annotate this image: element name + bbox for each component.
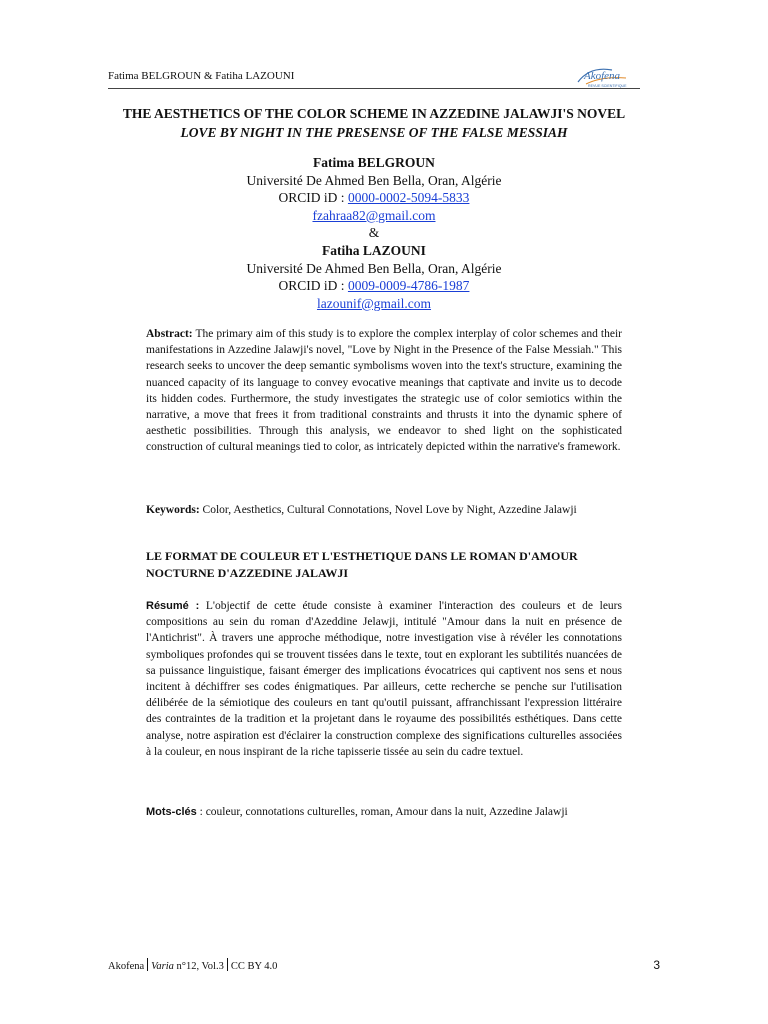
author-orcid bbox=[108, 189, 640, 207]
page-footer bbox=[108, 958, 660, 972]
author-name: Fatima BELGROUN bbox=[313, 155, 435, 170]
mots-cles-label: Mots-clés bbox=[146, 806, 197, 818]
journal-logo bbox=[572, 62, 632, 90]
orcid-link[interactable]: 0009-0009-4786-1987 bbox=[347, 278, 470, 294]
author-email bbox=[108, 295, 640, 313]
paper-title bbox=[108, 104, 640, 142]
footer-journal: Akofena bbox=[108, 961, 145, 972]
mots-cles bbox=[146, 804, 622, 820]
author-name: Fatiha LAZOUNI bbox=[322, 242, 426, 258]
email-link[interactable]: lazounif@gmail.com bbox=[316, 295, 432, 311]
author-affiliation: Université De Ahmed Ben Bella, Oran, Algérie bbox=[246, 260, 502, 276]
header-divider bbox=[108, 88, 640, 89]
paper-title-line2: LOVE BY NIGHT IN THE PRESENSE OF THE FALSE MESSIAH bbox=[180, 125, 568, 140]
footer-issue: n°12, Vol.3 bbox=[173, 961, 224, 972]
author-orcid bbox=[108, 277, 640, 295]
abstract bbox=[146, 326, 622, 456]
french-title: LE FORMAT DE COULEUR ET L'ESTHETIQUE DANS LE ROMAN D'AMOUR NOCTURNE D'AZZEDINE JALAWJI bbox=[146, 549, 578, 580]
mots-cles-text: : couleur, connotations culturelles, roman, Amour dans la nuit, Azzedine Jalawji bbox=[196, 806, 568, 818]
resume-text: L'objectif de cette étude consiste à examiner l'interaction des couleurs et de leurs compositions au sein du roman d'Azeddine Jelawji, intitulé "Amour dans la nuit en présence de l'Antichrist". À travers une approche méthodique, notre investigation vise à révéler les connotations symboliques profondes qui se trouvent tissées dans le texte, tout en explorant les subtilités nuancées de sa puissance linguistique, faisant émerger des implications évocatrices qui captivent nos sens et nous incitent à déchiffrer ses codes énigmatiques. Par ailleurs, cette recherche se penche sur l'utilisation délibérée de la sémiotique des couleurs en tant qu'outil puissant, affranchissant l'expression littéraire des contraintes de la tradition et la projetant dans le royaume des possibilités esthétiques. Dans cette analyse, notre aspiration est d'éclairer la construction complexe des significations culturelles associées à la couleur, en nous inspirant de la riche tapisserie tissée au sein du cadre textuel. bbox=[146, 600, 622, 758]
resume-label: Résumé : bbox=[146, 600, 200, 612]
author-block bbox=[108, 154, 640, 312]
orcid-label: ORCID iD : bbox=[278, 278, 348, 294]
keywords-text: Color, Aesthetics, Cultural Connotations, Novel Love by Night, Azzedine Jalawji bbox=[199, 504, 577, 516]
abstract-label: Abstract: bbox=[146, 328, 193, 340]
orcid-link[interactable]: 0000-0002-5094-5833 bbox=[347, 190, 470, 206]
author-affiliation: Université De Ahmed Ben Bella, Oran, Algérie bbox=[246, 172, 502, 188]
footer-issue-italic: Varia bbox=[151, 961, 174, 972]
resume bbox=[146, 598, 622, 760]
keywords bbox=[146, 502, 622, 518]
logo-text: Akofena bbox=[584, 70, 621, 82]
abstract-text: The primary aim of this study is to explore the complex interplay of color schemes and their manifestations in Azzedine Jalawji's novel, "Love by Night in the Presence of the False Messiah." This research seeks to uncover the deep semantic symbolisms woven into the text's structure, examining the nuanced capacity of its language to convey evocative meanings that captivate and invite us to decode its hidden codes. Furthermore, the study investigates the strategic use of color semiotics within the narrative, a move that frees it from traditional constraints and thrusts it into the dynamic sphere of aesthetic possibilities. Through this analysis, we endeavor to shed light on the sophisticated construction of cultural meanings tied to color, as intricately depicted within the narrative's framework. bbox=[146, 328, 622, 454]
logo-subtext: REVUE SCIENTIFIQUE bbox=[588, 84, 627, 88]
email-link[interactable]: fzahraa82@gmail.com bbox=[312, 207, 436, 223]
author-email bbox=[108, 207, 640, 225]
keywords-label: Keywords: bbox=[146, 504, 200, 516]
author-separator: & bbox=[368, 225, 380, 241]
paper-title-line1: THE AESTHETICS OF THE COLOR SCHEME IN AZZEDINE JALAWJI'S NOVEL bbox=[122, 106, 626, 121]
page-number: 3 bbox=[653, 958, 660, 972]
running-header-authors: Fatima BELGROUN & Fatiha LAZOUNI bbox=[108, 70, 295, 82]
orcid-label: ORCID iD : bbox=[278, 190, 348, 206]
footer-separator bbox=[227, 958, 228, 971]
footer-separator bbox=[147, 958, 148, 971]
footer-license: CC BY 4.0 bbox=[230, 961, 278, 972]
